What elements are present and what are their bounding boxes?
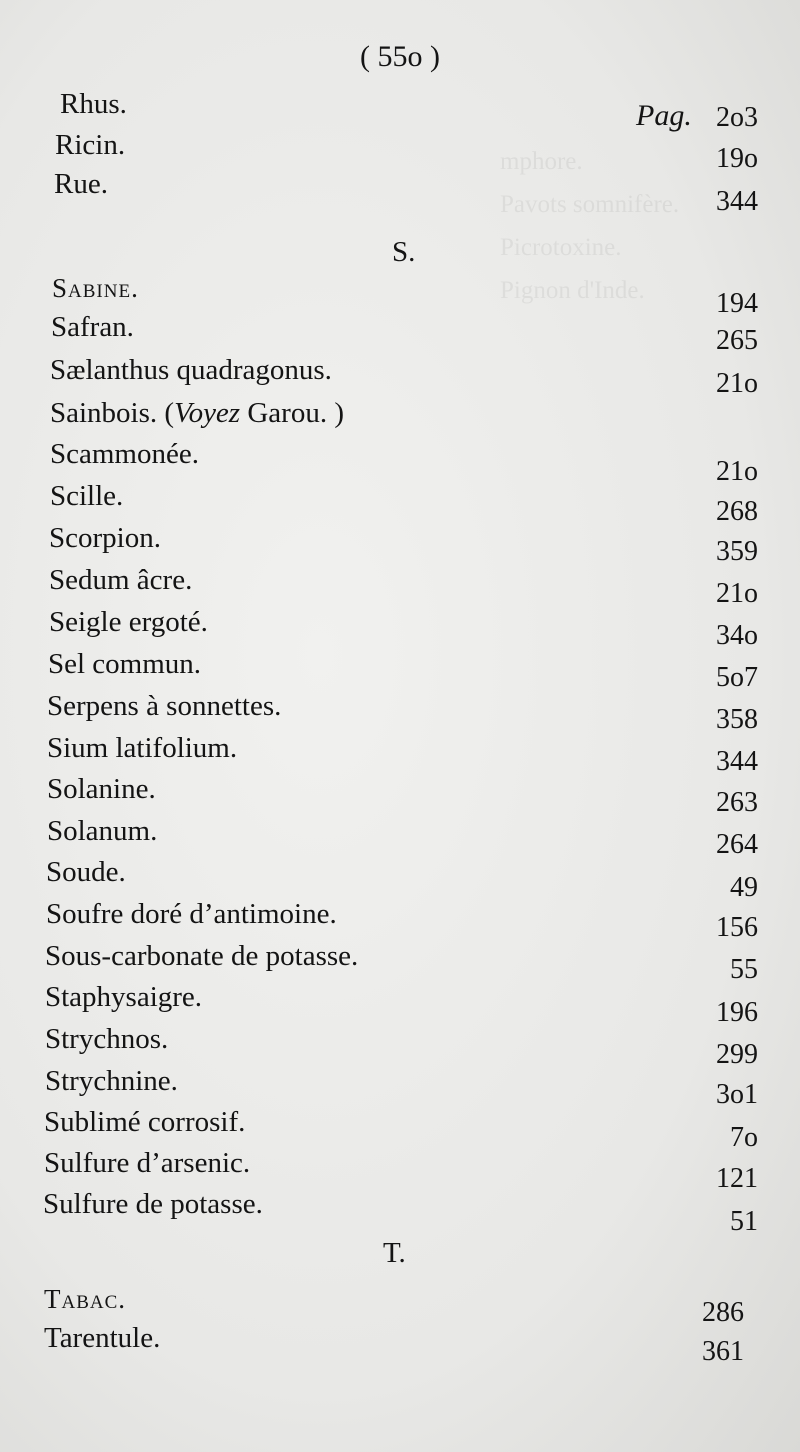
index-entry [0,434,800,487]
entry-name: Scorpion. [49,522,161,554]
entry-name: Serpens à sonnettes. [47,690,282,722]
index-entry [0,769,800,818]
entry-name: Rue. [54,168,108,200]
entry-name: Sabine. [52,273,139,303]
index-entry [0,894,800,943]
index-entry [0,936,800,985]
entry-page: 21o [716,456,758,487]
entry-name: Strychnine. [45,1065,178,1097]
entry-name: Sous-carbonate de potasse. [45,940,359,972]
entry-name: Strychnos. [45,1023,169,1055]
entry-page: 51 [730,1206,758,1237]
entry-name: Sium latifolium. [47,732,238,764]
entry-name: Seigle ergoté. [49,606,208,638]
entry-page: 361 [702,1336,744,1367]
entry-page: 263 [716,787,758,818]
entry-name: Sulfure d’arsenic. [44,1147,251,1179]
entry-page: 359 [716,536,758,567]
index-entry [0,476,800,527]
index-entry [0,1019,800,1070]
entry-name: Sedum âcre. [49,564,193,596]
entry-name-part: Sainbois. ( [50,397,175,429]
entry-page: 19o [716,143,758,174]
entry-page: 265 [716,325,758,356]
entry-name: Solanum. [47,815,158,847]
entry-page: 121 [716,1163,758,1194]
section-heading-s: S. [392,236,416,268]
entry-name [50,393,344,433]
index-entry [0,164,800,217]
entry-page: 49 [730,872,758,903]
entry-page: 55 [730,954,758,985]
entry-page: 264 [716,829,758,860]
voyez-italic: Voyez [174,397,241,429]
entry-page: 156 [716,912,758,943]
section-heading-t: T. [383,1237,406,1269]
index-entry [0,268,800,319]
index-entry [0,350,800,399]
index-entry [0,125,800,174]
index-entry [0,728,800,777]
entry-name: Ricin. [55,129,126,161]
index-entry [0,1279,800,1328]
entry-page: 286 [702,1297,744,1328]
entry-name: Sublimé corrosif. [44,1106,246,1138]
entry-name: Sælanthus quadragonus. [50,354,332,386]
entry-page: 299 [716,1039,758,1070]
entry-page: 358 [716,704,758,735]
entry-name: Soufre doré d’antimoine. [46,898,337,930]
entry-name: Safran. [51,311,134,343]
index-entry [0,560,800,609]
entry-page: 196 [716,997,758,1028]
entry-name: Solanine. [47,773,156,805]
index-entry [0,977,800,1028]
entry-name: Scille. [50,480,124,512]
index-entry [0,1318,800,1367]
index-entry [0,518,800,567]
entry-page: 2o3 [716,102,758,133]
entry-name: Sel commun. [48,648,202,680]
index-entry [0,393,800,433]
index-entry [0,1184,800,1237]
entry-page: 344 [716,186,758,217]
entry-name: Staphysaigre. [45,981,203,1013]
entry-page: 3o1 [716,1079,758,1110]
index-entry [0,1061,800,1110]
index-entry [0,84,800,133]
entry-page: 5o7 [716,662,758,693]
pag-label: Pag. [636,99,692,132]
entry-page: 194 [716,288,758,319]
entry-name: Sulfure de potasse. [43,1188,263,1220]
entry-page: 21o [716,578,758,609]
index-entry [0,1143,800,1194]
index-entry [0,1102,800,1153]
entry-name: Scammonée. [50,438,199,470]
entry-page: 34o [716,620,758,651]
entry-page: 344 [716,746,758,777]
page-number: ( 55o ) [360,40,440,73]
entry-page: 7o [730,1122,758,1153]
index-entry [0,307,800,356]
entry-name: Soude. [46,856,126,888]
index-entry [0,644,800,693]
index-entry [0,811,800,860]
index-entry [0,852,800,903]
entry-name: Tabac. [44,1284,127,1314]
index-entry [0,602,800,651]
entry-name-part: Garou. ) [240,397,344,429]
entry-page: 268 [716,496,758,527]
entry-name: Tarentule. [44,1322,161,1354]
entry-page: 21o [716,368,758,399]
bleed-through-text: mphore. Pavots somnifère. Picrotoxine. Pignon d'Inde. [500,148,680,304]
index-entry [0,686,800,735]
entry-name: Rhus. [60,88,127,120]
